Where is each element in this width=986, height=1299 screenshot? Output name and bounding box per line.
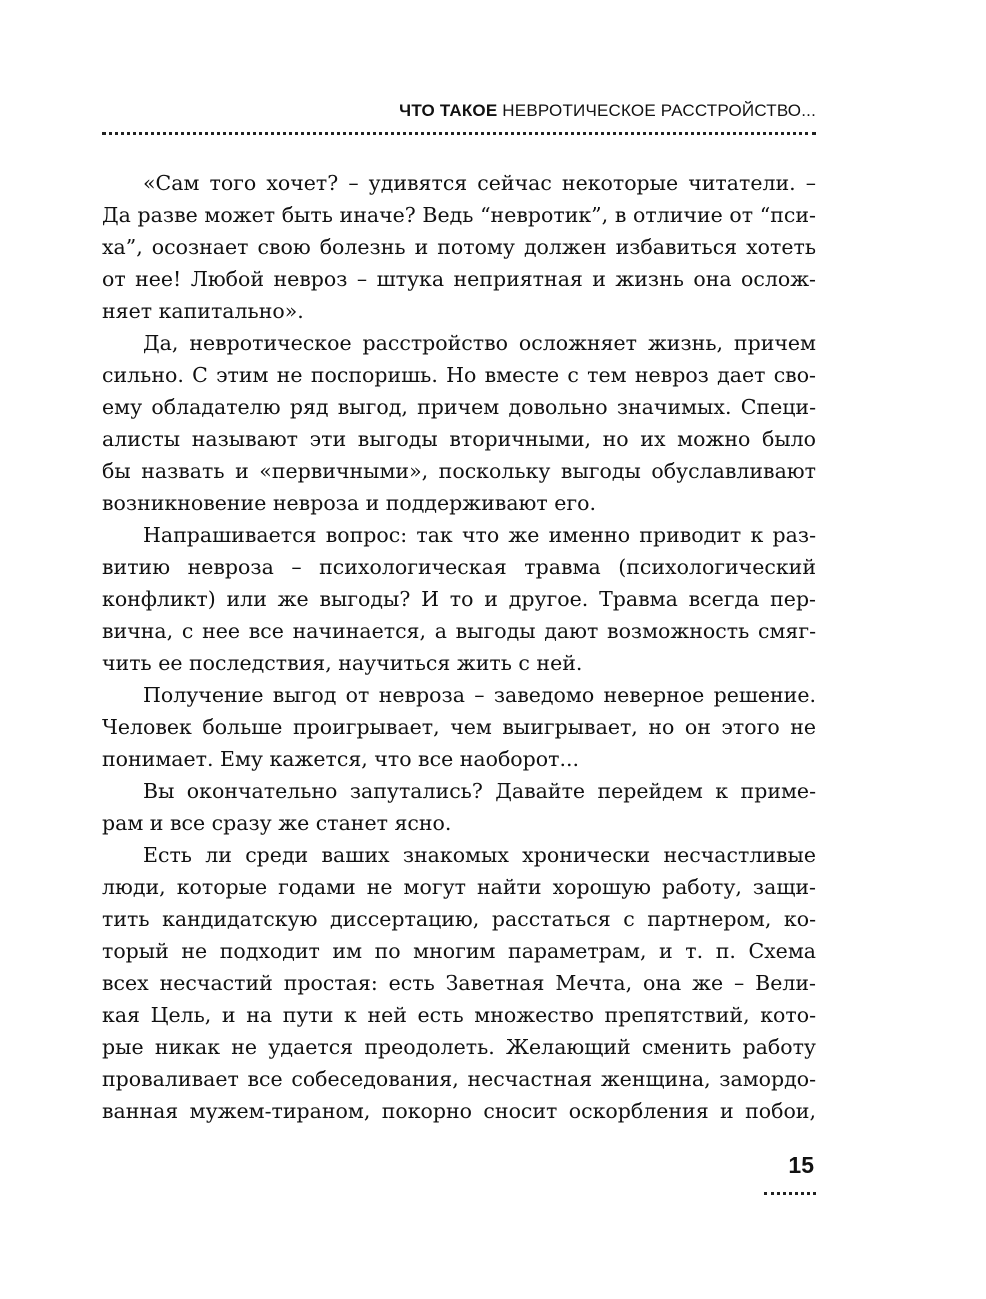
text-line: сильно. С этим не поспоришь. Но вместе с тем невроз дает сво- — [102, 363, 816, 387]
body-text — [102, 167, 816, 1127]
paragraph — [102, 519, 816, 679]
paragraph — [102, 839, 816, 1127]
paragraph — [102, 679, 816, 775]
text-line: возникновение невроза и поддерживают его. — [102, 491, 596, 515]
text-line: бы назвать и «первичными», поскольку выгоды обуславливают — [102, 459, 816, 483]
text-line: кая Цель, и на пути к ней есть множество препятствий, кото- — [102, 1003, 816, 1027]
text-line: люди, которые годами не могут найти хорошую работу, защи- — [102, 875, 816, 899]
text-line: рам и все сразу же станет ясно. — [102, 811, 452, 835]
text-line: рые никак не удается преодолеть. Желающий сменить работу — [102, 1035, 816, 1059]
text-line: ему обладателю ряд выгод, причем довольно значимых. Специ- — [102, 395, 816, 419]
running-head-bold: ЧТО ТАКОЕ — [399, 101, 498, 120]
text-line: конфликт) или же выгоды? И то и другое. Травма всегда пер- — [102, 587, 816, 611]
text-line: торый не подходит им по многим параметрам, и т. п. Схема — [102, 939, 816, 963]
text-line: Вы окончательно запутались? Давайте перейдем к приме- — [143, 779, 816, 803]
paragraph — [102, 775, 816, 839]
text-line: Человек больше проигрывает, чем выигрывает, но он этого не — [102, 715, 816, 739]
text-line: ванная мужем-тираном, покорно сносит оскорбления и побои, — [102, 1099, 816, 1123]
text-line: всех несчастий простая: есть Заветная Мечта, она же – Вели- — [102, 971, 816, 995]
text-line: проваливает все собеседования, несчастная женщина, замордо- — [102, 1067, 816, 1091]
text-line: Да, невротическое расстройство осложняет жизнь, причем — [143, 331, 816, 355]
text-line: понимает. Ему кажется, что все наоборот... — [102, 747, 579, 771]
text-line: алисты называют эти выгоды вторичными, но их можно было — [102, 427, 816, 451]
page-number: 15 — [788, 1152, 814, 1178]
text-line: витию невроза – психологическая травма (психологический — [102, 555, 816, 579]
text-line: ха”, осознает свою болезнь и потому должен избавиться хотеть — [102, 235, 816, 259]
footer-dotted-rule — [764, 1192, 816, 1195]
text-line: вична, с нее все начинается, а выгоды дают возможность смяг- — [102, 619, 816, 643]
text-line: Есть ли среди ваших знакомых хронически несчастливые — [143, 843, 816, 867]
text-line: чить ее последствия, научиться жить с ней. — [102, 651, 583, 675]
running-head-light: НЕВРОТИЧЕСКОЕ РАССТРОЙСТВО... — [502, 101, 816, 120]
paragraph — [102, 167, 816, 327]
header-dotted-rule — [102, 132, 816, 135]
text-line: няет капитально». — [102, 299, 304, 323]
text-line: Да разве может быть иначе? Ведь “невротик”, в отличие от “пси- — [102, 203, 816, 227]
running-head — [399, 101, 816, 121]
text-line: Напрашивается вопрос: так что же именно приводит к раз- — [143, 523, 816, 547]
text-line: от нее! Любой невроз – штука неприятная и жизнь она ослож- — [102, 267, 816, 291]
paragraph — [102, 327, 816, 519]
text-line: «Сам того хочет? – удивятся сейчас некоторые читатели. – — [143, 171, 816, 195]
text-line: тить кандидатскую диссертацию, расстаться с партнером, ко- — [102, 907, 816, 931]
text-line: Получение выгод от невроза – заведомо неверное решение. — [143, 683, 816, 707]
